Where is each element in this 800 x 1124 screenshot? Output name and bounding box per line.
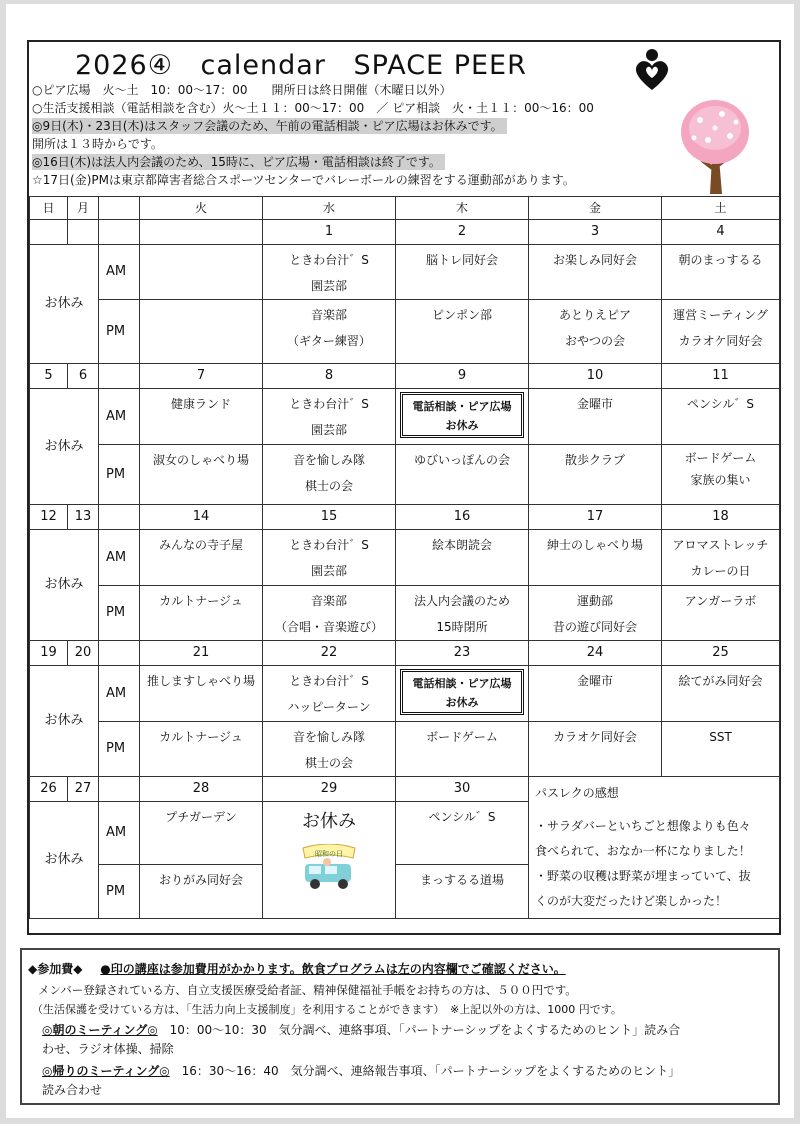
calendar-table bbox=[29, 196, 780, 919]
program-cell: お楽しみ同好会 bbox=[529, 245, 662, 300]
program-cell: アロマストレッチ カレーの日 bbox=[662, 530, 780, 586]
program-cell: 推しますしゃべり場 bbox=[140, 666, 263, 722]
date-cell: 18 bbox=[662, 505, 780, 530]
program-cell: ボードゲーム bbox=[396, 722, 529, 777]
date-cell-blank bbox=[99, 641, 140, 666]
week3-date-row bbox=[30, 505, 780, 530]
am-label: AM bbox=[99, 389, 140, 445]
date-cell: 25 bbox=[662, 641, 780, 666]
date-cell: 26 bbox=[30, 777, 68, 802]
week4-am-row bbox=[30, 666, 780, 722]
date-cell: 4 bbox=[662, 220, 780, 245]
program-cell: 散歩クラブ bbox=[529, 445, 662, 505]
pm-label: PM bbox=[99, 586, 140, 641]
program-cell: 運動部 昔の遊び同好会 bbox=[529, 586, 662, 641]
program-cell: ペンシル゛S bbox=[396, 802, 529, 865]
date-cell: 9 bbox=[396, 364, 529, 389]
weekday-tue: 火 bbox=[140, 197, 263, 220]
date-cell: 11 bbox=[662, 364, 780, 389]
program-cell bbox=[140, 245, 263, 300]
date-cell-blank bbox=[99, 220, 140, 245]
date-cell: 20 bbox=[68, 641, 99, 666]
weekday-sun: 日 bbox=[30, 197, 68, 220]
program-cell: 紳士のしゃべり場 bbox=[529, 530, 662, 586]
date-cell: 8 bbox=[263, 364, 396, 389]
program-cell: 絵本朗読会 bbox=[396, 530, 529, 586]
fee-heading-line bbox=[28, 960, 566, 979]
date-cell: 21 bbox=[140, 641, 263, 666]
closed-notice-box: 電話相談・ピア広場 お休み bbox=[400, 392, 524, 438]
cherry-tree-icon bbox=[680, 98, 750, 196]
program-cell: 音楽部 （ギター練習） bbox=[263, 300, 396, 364]
week2-pm-row bbox=[30, 445, 780, 505]
program-cell: 音を愉しみ隊 棋士の会 bbox=[263, 722, 396, 777]
program-cell: アンガーラボ bbox=[662, 586, 780, 641]
closed-label: お休み bbox=[30, 530, 99, 641]
pm-label: PM bbox=[99, 445, 140, 505]
date-cell-blank bbox=[99, 364, 140, 389]
morning-meeting-line bbox=[42, 1021, 680, 1040]
weekday-mon: 月 bbox=[68, 197, 99, 220]
week4-date-row bbox=[30, 641, 780, 666]
date-cell: 12 bbox=[30, 505, 68, 530]
program-cell: 絵てがみ同好会 bbox=[662, 666, 780, 722]
showa-day-cell bbox=[263, 802, 396, 919]
program-cell: SST bbox=[662, 722, 780, 777]
title-word: calendar bbox=[200, 50, 326, 81]
note-title: パスレクの感想 bbox=[535, 786, 619, 800]
date-cell: 27 bbox=[68, 777, 99, 802]
program-cell: ときわ台汁゛S ハッピーターン bbox=[263, 666, 396, 722]
closed-label: お休み bbox=[30, 389, 99, 505]
date-cell bbox=[140, 220, 263, 245]
weekday-fri: 金 bbox=[529, 197, 662, 220]
header-line-1: ○ピア広場 火～土 10：00～17：00 開所日は終日開催（木曜日以外） bbox=[32, 83, 452, 97]
evening-meeting-text-2: 読み合わせ bbox=[42, 1083, 103, 1097]
showa-day-car-icon bbox=[297, 844, 361, 896]
note-line: 食べられて、おなか一杯になりました！ bbox=[535, 844, 751, 858]
program-cell: ときわ台汁゛S 園芸部 bbox=[263, 245, 396, 300]
date-cell: 16 bbox=[396, 505, 529, 530]
program-cell: 法人内会議のため 15時閉所 bbox=[396, 586, 529, 641]
title-year: 2026④ bbox=[75, 50, 173, 81]
pm-label: PM bbox=[99, 722, 140, 777]
am-label: AM bbox=[99, 245, 140, 300]
evening-meeting-title: ◎帰りのミーティング◎ bbox=[42, 1064, 170, 1078]
fee-note: ●印の講座は参加費用がかかります。飲食プログラムは左の内容欄でご確認ください。 bbox=[100, 962, 566, 976]
morning-meeting-title: ◎朝のミーティング◎ bbox=[42, 1023, 158, 1037]
date-cell bbox=[68, 220, 99, 245]
pasreku-note bbox=[529, 777, 780, 919]
date-cell: 23 bbox=[396, 641, 529, 666]
week3-pm-row bbox=[30, 586, 780, 641]
week1-date-row bbox=[30, 220, 780, 245]
week3-am-row bbox=[30, 530, 780, 586]
program-cell: ときわ台汁゛S 園芸部 bbox=[263, 530, 396, 586]
date-cell: 14 bbox=[140, 505, 263, 530]
fee-info-box bbox=[20, 948, 780, 1105]
program-cell: 運営ミーティング カラオケ同好会 bbox=[662, 300, 780, 364]
page-title bbox=[75, 50, 527, 81]
date-cell-blank bbox=[99, 777, 140, 802]
morning-meeting-text-2: わせ、ラジオ体操、掃除 bbox=[42, 1042, 174, 1056]
program-cell: 朝のまっするる bbox=[662, 245, 780, 300]
week5-date-row bbox=[30, 777, 780, 802]
program-cell: ペンシル゛S bbox=[662, 389, 780, 445]
date-cell: 2 bbox=[396, 220, 529, 245]
program-cell: ピンポン部 bbox=[396, 300, 529, 364]
holiday-closed-label: お休み bbox=[302, 811, 356, 832]
program-cell: 音を愉しみ隊 棋士の会 bbox=[263, 445, 396, 505]
date-cell-blank bbox=[99, 505, 140, 530]
date-cell: 28 bbox=[140, 777, 263, 802]
evening-meeting-text: 16：30～16：40 気分調べ、連絡報告事項、「パートナーシップをよくするためのヒント」 bbox=[181, 1064, 681, 1078]
weekday-wed: 水 bbox=[263, 197, 396, 220]
header-line-5: ◎16日(木)は法人内会議のため、15時に、ピア広場・電話相談は終了です。 bbox=[32, 154, 445, 170]
morning-meeting-text: 10：00～10：30 気分調べ、連絡事項、「パートナーシップをよくするためのヒント」読み合 bbox=[169, 1023, 681, 1037]
week1-pm-row bbox=[30, 300, 780, 364]
program-cell: カルトナージュ bbox=[140, 722, 263, 777]
program-cell: カルトナージュ bbox=[140, 586, 263, 641]
fee-line-2: （生活保護を受けている方は、「生活力向上支援制度」を利用することができます） ※上記以外の方は、1000 円です。 bbox=[32, 1003, 622, 1016]
weekday-blank bbox=[99, 197, 140, 220]
note-line: ・サラダバーといちごと想像よりも色々 bbox=[535, 819, 751, 833]
closed-label: お休み bbox=[30, 666, 99, 777]
week2-am-row bbox=[30, 389, 780, 445]
header-line-3: ◎9日(木)・23日(木)はスタッフ会議のため、午前の電話相談・ピア広場はお休みです。 bbox=[32, 118, 507, 134]
program-cell: ゆびいっぽんの会 bbox=[396, 445, 529, 505]
program-cell: 金曜市 bbox=[529, 666, 662, 722]
note-line: ・野菜の収穫は野菜が埋まっていて、抜 bbox=[535, 869, 751, 883]
closed-label: お休み bbox=[30, 802, 99, 919]
program-cell: まっするる道場 bbox=[396, 865, 529, 919]
date-cell: 5 bbox=[30, 364, 68, 389]
peer-logo-icon bbox=[633, 48, 671, 92]
program-cell: カラオケ同好会 bbox=[529, 722, 662, 777]
program-cell: 健康ランド bbox=[140, 389, 263, 445]
header-line-6: ☆17日(金)PMは東京都障害者総合スポーツセンターでバレーボールの練習をする運動部があります。 bbox=[32, 173, 575, 187]
closed-notice-cell bbox=[396, 666, 529, 722]
program-cell: おりがみ同好会 bbox=[140, 865, 263, 919]
weekday-header-row bbox=[30, 197, 780, 220]
program-cell: 金曜市 bbox=[529, 389, 662, 445]
date-cell: 29 bbox=[263, 777, 396, 802]
fee-line-1: メンバー登録されている方、自立支援医療受給者証、精神保健福祉手帳をお持ちの方は、５００円です。 bbox=[38, 983, 577, 997]
program-cell: ボードゲーム 家族の集い bbox=[662, 445, 780, 505]
date-cell: 7 bbox=[140, 364, 263, 389]
week4-pm-row bbox=[30, 722, 780, 777]
date-cell: 17 bbox=[529, 505, 662, 530]
am-label: AM bbox=[99, 802, 140, 865]
am-label: AM bbox=[99, 530, 140, 586]
header-line-4: 開所は１３時からです。 bbox=[32, 137, 163, 151]
calendar-sheet bbox=[27, 40, 781, 935]
calendar-page bbox=[6, 4, 794, 1118]
date-cell: 6 bbox=[68, 364, 99, 389]
date-cell: 15 bbox=[263, 505, 396, 530]
showa-day-badge: 昭和の日 bbox=[315, 850, 343, 858]
date-cell: 13 bbox=[68, 505, 99, 530]
closed-notice-box: 電話相談・ピア広場 お休み bbox=[400, 669, 524, 715]
fee-title: ◆参加費◆ bbox=[28, 962, 83, 976]
pm-label: PM bbox=[99, 865, 140, 919]
program-cell: 音楽部 （合唱・音楽遊び） bbox=[263, 586, 396, 641]
program-cell bbox=[140, 300, 263, 364]
program-cell: 淑女のしゃべり場 bbox=[140, 445, 263, 505]
date-cell: 22 bbox=[263, 641, 396, 666]
program-cell: 脳トレ同好会 bbox=[396, 245, 529, 300]
program-cell: みんなの寺子屋 bbox=[140, 530, 263, 586]
date-cell: 10 bbox=[529, 364, 662, 389]
program-cell: ときわ台汁゛S 園芸部 bbox=[263, 389, 396, 445]
date-cell bbox=[30, 220, 68, 245]
week1-am-row bbox=[30, 245, 780, 300]
date-cell: 1 bbox=[263, 220, 396, 245]
closed-label: お休み bbox=[30, 245, 99, 364]
date-cell: 19 bbox=[30, 641, 68, 666]
weekday-sat: 土 bbox=[662, 197, 780, 220]
evening-meeting-line bbox=[42, 1062, 680, 1081]
closed-notice-cell bbox=[396, 389, 529, 445]
weekday-thu: 木 bbox=[396, 197, 529, 220]
program-cell: プチガーデン bbox=[140, 802, 263, 865]
note-line: くのが大変だったけど楽しかった！ bbox=[535, 894, 728, 908]
date-cell: 30 bbox=[396, 777, 529, 802]
pm-label: PM bbox=[99, 300, 140, 364]
date-cell: 3 bbox=[529, 220, 662, 245]
title-name: SPACE PEER bbox=[353, 50, 527, 81]
program-cell: あとりえピア おやつの会 bbox=[529, 300, 662, 364]
header-line-2: ○生活支援相談（電話相談を含む）火～土１１：00～17：00 ／ ピア相談 火・土１１：00～16：00 bbox=[32, 101, 594, 115]
am-label: AM bbox=[99, 666, 140, 722]
date-cell: 24 bbox=[529, 641, 662, 666]
week2-date-row bbox=[30, 364, 780, 389]
